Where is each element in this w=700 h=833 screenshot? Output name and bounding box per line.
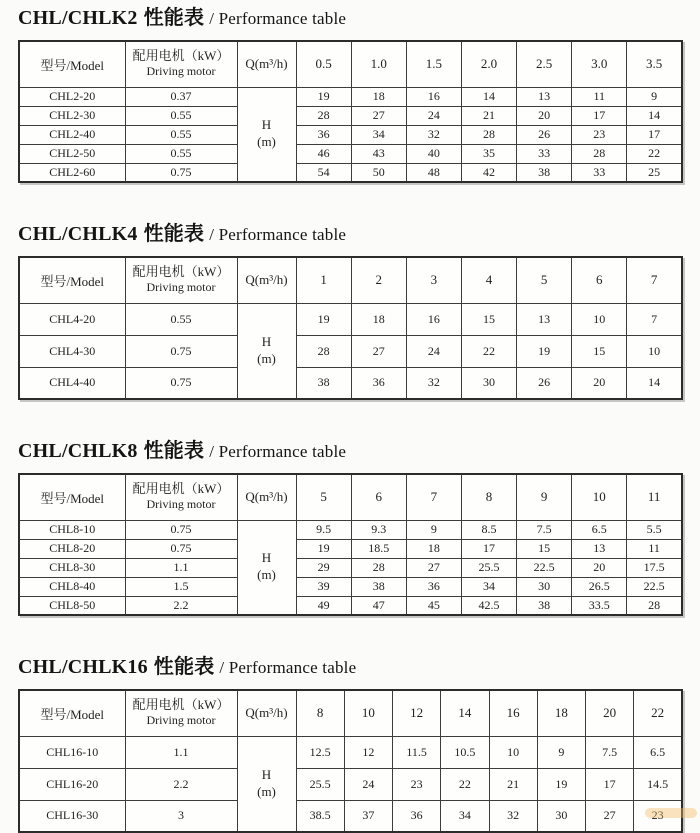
head-value-cell: 17 [586,768,634,800]
head-label: H [261,117,272,133]
head-value-cell: 26.5 [572,577,627,596]
head-value-cell: 38 [517,163,572,182]
flow-value-header-cell: 14 [441,690,489,736]
flow-header-cell: Q(m³/h) [237,41,296,87]
head-value-cell: 27 [586,800,634,832]
head-unit-label: (m) [257,783,276,799]
flow-value-header-cell: 20 [586,690,634,736]
head-value-cell: 36 [393,800,441,832]
header-row [19,474,682,520]
table-row [19,367,682,399]
head-value-cell: 42 [461,163,516,182]
performance-section-chlk4 [18,222,700,400]
title-en: / Performance table [209,9,347,28]
table-row [19,87,682,106]
title-series: CHL/CHLK2 [18,7,138,29]
head-value-cell: 38 [296,367,351,399]
model-cell: CHL4-30 [19,335,125,367]
head-value-cell: 35 [461,144,516,163]
table-row [19,577,682,596]
head-value-cell: 27 [351,106,406,125]
performance-section-chlk2 [18,6,700,183]
motor-header-cell [125,474,237,520]
head-value-cell: 18 [351,303,406,335]
motor-header-cell [125,41,237,87]
flow-value-header-cell: 5 [517,257,572,303]
head-value-cell: 17 [627,125,682,144]
model-cell: CHL2-60 [19,163,125,182]
head-value-cell: 14.5 [634,768,682,800]
head-value-cell: 26 [517,367,572,399]
motor-power-cell: 0.75 [125,520,237,539]
performance-section-chlk8 [18,439,700,616]
head-value-cell: 30 [461,367,516,399]
head-value-cell: 46 [296,144,351,163]
head-value-cell: 27 [351,335,406,367]
motor-power-cell: 0.75 [125,539,237,558]
head-value-cell: 21 [489,768,537,800]
head-value-cell: 13 [517,303,572,335]
head-value-cell: 28 [296,335,351,367]
head-value-cell: 10 [572,303,627,335]
flow-value-header-cell: 7 [406,474,461,520]
flow-value-header-cell: 8 [461,474,516,520]
table-row [19,768,682,800]
section-title [18,439,700,464]
head-value-cell: 11 [627,539,682,558]
header-row [19,690,682,736]
head-value-cell: 18.5 [351,539,406,558]
model-cell: CHL8-20 [19,539,125,558]
head-value-cell: 23 [393,768,441,800]
head-value-cell: 48 [406,163,461,182]
head-value-cell: 9 [406,520,461,539]
head-value-cell: 37 [344,800,392,832]
head-value-cell: 9 [627,87,682,106]
table-row [19,736,682,768]
model-cell: CHL16-10 [19,736,125,768]
table-row [19,163,682,182]
motor-power-cell: 1.1 [125,736,237,768]
head-value-cell: 33.5 [572,596,627,615]
head-value-cell: 25.5 [461,558,516,577]
flow-value-header-cell: 3.5 [627,41,682,87]
head-value-cell: 15 [517,539,572,558]
head-value-cell: 28 [461,125,516,144]
head-value-cell: 34 [461,577,516,596]
head-value-cell: 7.5 [517,520,572,539]
flow-value-header-cell: 1.5 [406,41,461,87]
head-value-cell: 17.5 [627,558,682,577]
model-cell: CHL2-40 [19,125,125,144]
head-value-cell: 12.5 [296,736,344,768]
flow-value-header-cell: 5 [296,474,351,520]
motor-header-zh: 配用电机（kW） [132,264,230,280]
model-header-cell: 型号/Model [19,474,125,520]
title-en: / Performance table [209,442,347,461]
head-value-cell: 22.5 [627,577,682,596]
flow-value-header-cell: 6 [351,474,406,520]
head-value-cell: 38 [517,596,572,615]
head-unit-cell [237,303,296,399]
model-header-cell: 型号/Model [19,690,125,736]
head-value-cell: 11 [572,87,627,106]
head-value-cell: 18 [351,87,406,106]
head-value-cell: 16 [406,303,461,335]
head-value-cell: 43 [351,144,406,163]
title-zh: 性能表 [143,7,205,29]
motor-power-cell: 2.2 [125,768,237,800]
title-en: / Performance table [219,658,357,677]
head-value-cell: 22 [441,768,489,800]
flow-value-header-cell: 0.5 [296,41,351,87]
head-value-cell: 14 [461,87,516,106]
title-series: CHL/CHLK16 [18,656,148,678]
head-value-cell: 23 [634,800,682,832]
title-en: / Performance table [209,225,347,244]
header-row [19,41,682,87]
head-value-cell: 49 [296,596,351,615]
motor-power-cell: 0.37 [125,87,237,106]
head-value-cell: 6.5 [572,520,627,539]
motor-power-cell: 0.75 [125,163,237,182]
flow-value-header-cell: 4 [461,257,516,303]
head-value-cell: 10 [627,335,682,367]
performance-section-chlk16 [18,655,700,833]
head-value-cell: 28 [572,144,627,163]
head-value-cell: 9.3 [351,520,406,539]
head-value-cell: 32 [406,367,461,399]
head-value-cell: 42.5 [461,596,516,615]
head-unit-cell [237,736,296,832]
head-value-cell: 25.5 [296,768,344,800]
head-unit-label: (m) [257,567,276,583]
motor-power-cell: 1.1 [125,558,237,577]
flow-value-header-cell: 1.0 [351,41,406,87]
model-cell: CHL4-40 [19,367,125,399]
head-value-cell: 34 [351,125,406,144]
flow-value-header-cell: 2 [351,257,406,303]
model-cell: CHL8-40 [19,577,125,596]
head-value-cell: 17 [461,539,516,558]
head-value-cell: 26 [517,125,572,144]
flow-header-cell: Q(m³/h) [237,257,296,303]
section-title [18,222,700,247]
head-value-cell: 13 [517,87,572,106]
head-value-cell: 28 [296,106,351,125]
flow-value-header-cell: 7 [627,257,682,303]
head-value-cell: 22 [627,144,682,163]
motor-power-cell: 0.75 [125,367,237,399]
head-value-cell: 19 [296,87,351,106]
head-value-cell: 27 [406,558,461,577]
model-cell: CHL4-20 [19,303,125,335]
head-value-cell: 22.5 [517,558,572,577]
table-row [19,335,682,367]
head-value-cell: 18 [406,539,461,558]
flow-value-header-cell: 10 [572,474,627,520]
head-value-cell: 16 [406,87,461,106]
head-value-cell: 30 [537,800,585,832]
head-value-cell: 12 [344,736,392,768]
flow-value-header-cell: 3 [406,257,461,303]
head-value-cell: 28 [627,596,682,615]
head-value-cell: 20 [517,106,572,125]
head-value-cell: 36 [406,577,461,596]
title-series: CHL/CHLK8 [18,440,138,462]
head-value-cell: 19 [296,303,351,335]
motor-power-cell: 2.2 [125,596,237,615]
section-title [18,655,700,680]
flow-value-header-cell: 11 [627,474,682,520]
head-value-cell: 19 [296,539,351,558]
table-row [19,539,682,558]
head-value-cell: 11.5 [393,736,441,768]
head-value-cell: 5.5 [627,520,682,539]
head-value-cell: 28 [351,558,406,577]
head-value-cell: 7.5 [586,736,634,768]
flow-value-header-cell: 12 [393,690,441,736]
head-value-cell: 32 [489,800,537,832]
flow-value-header-cell: 3.0 [572,41,627,87]
head-value-cell: 14 [627,367,682,399]
model-cell: CHL2-50 [19,144,125,163]
motor-header-en: Driving motor [146,497,216,512]
flow-value-header-cell: 10 [344,690,392,736]
title-zh: 性能表 [153,656,215,678]
model-cell: CHL8-50 [19,596,125,615]
flow-value-header-cell: 18 [537,690,585,736]
motor-power-cell: 0.75 [125,335,237,367]
head-value-cell: 32 [406,125,461,144]
head-value-cell: 9.5 [296,520,351,539]
head-unit-cell [237,87,296,182]
motor-power-cell: 0.55 [125,106,237,125]
flow-value-header-cell: 8 [296,690,344,736]
head-value-cell: 54 [296,163,351,182]
head-value-cell: 7 [627,303,682,335]
motor-header-zh: 配用电机（kW） [132,697,230,713]
motor-power-cell: 0.55 [125,125,237,144]
motor-power-cell: 3 [125,800,237,832]
head-value-cell: 25 [627,163,682,182]
performance-table [18,40,683,183]
model-cell: CHL8-10 [19,520,125,539]
head-value-cell: 17 [572,106,627,125]
motor-header-en: Driving motor [146,280,216,295]
motor-header-zh: 配用电机（kW） [132,48,230,64]
flow-value-header-cell: 2.5 [517,41,572,87]
flow-value-header-cell: 22 [634,690,682,736]
motor-power-cell: 0.55 [125,303,237,335]
title-zh: 性能表 [143,223,205,245]
head-value-cell: 20 [572,367,627,399]
model-header-cell: 型号/Model [19,41,125,87]
head-value-cell: 14 [627,106,682,125]
head-value-cell: 10 [489,736,537,768]
motor-power-cell: 1.5 [125,577,237,596]
motor-header-en: Driving motor [146,713,216,728]
head-unit-label: (m) [257,134,276,150]
model-cell: CHL2-20 [19,87,125,106]
flow-header-cell: Q(m³/h) [237,474,296,520]
table-row [19,520,682,539]
head-value-cell: 45 [406,596,461,615]
head-value-cell: 39 [296,577,351,596]
head-label: H [261,550,272,566]
motor-header-zh: 配用电机（kW） [132,481,230,497]
table-row [19,303,682,335]
head-value-cell: 10.5 [441,736,489,768]
head-value-cell: 29 [296,558,351,577]
head-value-cell: 24 [344,768,392,800]
flow-value-header-cell: 6 [572,257,627,303]
table-row [19,800,682,832]
model-header-cell: 型号/Model [19,257,125,303]
head-value-cell: 38.5 [296,800,344,832]
head-value-cell: 22 [461,335,516,367]
model-cell: CHL2-30 [19,106,125,125]
model-cell: CHL16-30 [19,800,125,832]
head-value-cell: 30 [517,577,572,596]
head-value-cell: 8.5 [461,520,516,539]
head-value-cell: 20 [572,558,627,577]
head-value-cell: 15 [461,303,516,335]
head-value-cell: 9 [537,736,585,768]
head-value-cell: 34 [441,800,489,832]
flow-header-cell: Q(m³/h) [237,690,296,736]
model-cell: CHL8-30 [19,558,125,577]
performance-table [18,473,683,616]
head-value-cell: 13 [572,539,627,558]
head-value-cell: 15 [572,335,627,367]
motor-header-cell [125,257,237,303]
head-value-cell: 19 [517,335,572,367]
performance-table [18,689,683,833]
head-value-cell: 21 [461,106,516,125]
head-unit-label: (m) [257,350,276,366]
motor-header-en: Driving motor [146,64,216,79]
title-series: CHL/CHLK4 [18,223,138,245]
head-value-cell: 36 [351,367,406,399]
header-row [19,257,682,303]
flow-value-header-cell: 16 [489,690,537,736]
flow-value-header-cell: 9 [517,474,572,520]
flow-value-header-cell: 2.0 [461,41,516,87]
model-cell: CHL16-20 [19,768,125,800]
table-row [19,144,682,163]
section-title [18,6,700,31]
head-value-cell: 40 [406,144,461,163]
head-value-cell: 24 [406,335,461,367]
flow-value-header-cell: 1 [296,257,351,303]
title-zh: 性能表 [143,440,205,462]
table-row [19,558,682,577]
head-value-cell: 33 [517,144,572,163]
head-value-cell: 38 [351,577,406,596]
table-row [19,596,682,615]
head-value-cell: 23 [572,125,627,144]
head-value-cell: 24 [406,106,461,125]
table-row [19,125,682,144]
head-value-cell: 33 [572,163,627,182]
motor-header-cell [125,690,237,736]
performance-table [18,256,683,400]
head-value-cell: 6.5 [634,736,682,768]
head-value-cell: 50 [351,163,406,182]
motor-power-cell: 0.55 [125,144,237,163]
head-unit-cell [237,520,296,615]
head-value-cell: 47 [351,596,406,615]
head-value-cell: 19 [537,768,585,800]
head-value-cell: 36 [296,125,351,144]
table-row [19,106,682,125]
head-label: H [261,333,272,349]
head-label: H [261,766,272,782]
